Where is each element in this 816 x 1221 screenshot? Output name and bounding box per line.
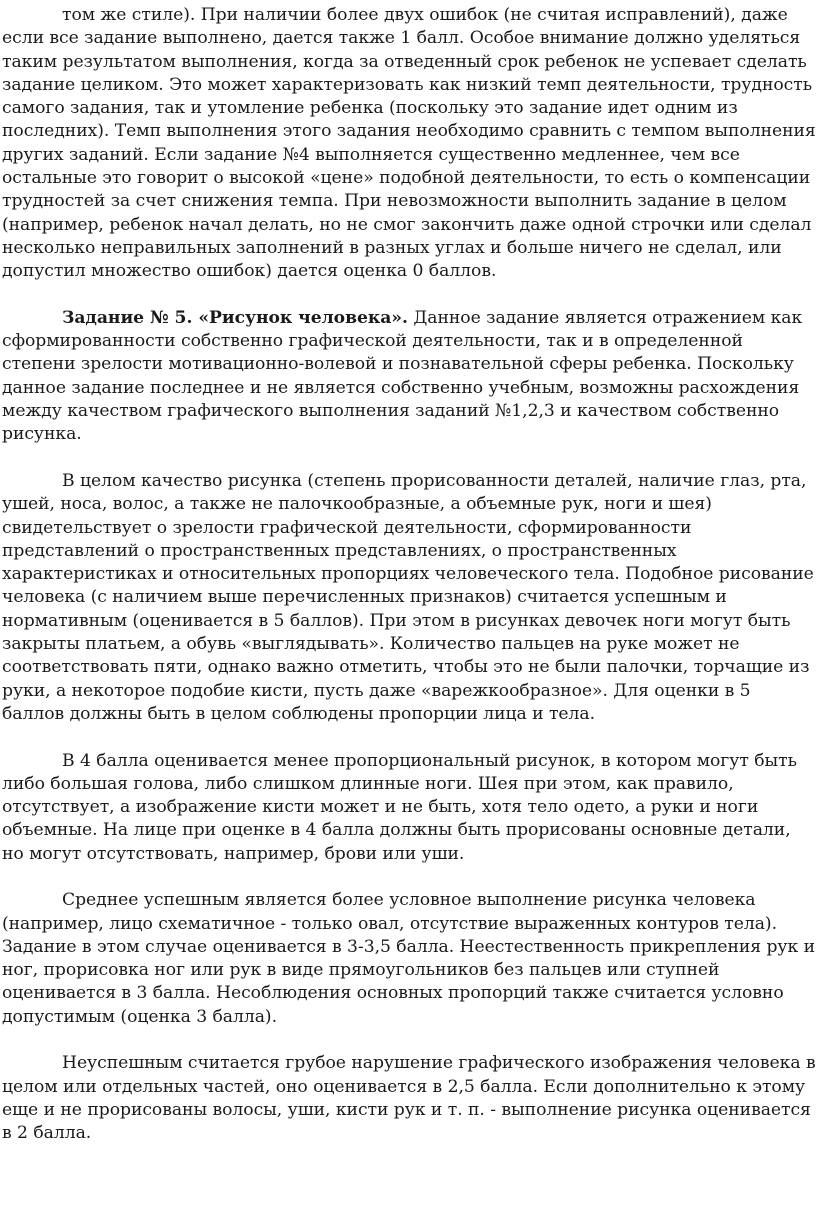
paragraph-text: В целом качество рисунка (степень прорисованности деталей, наличие глаз, рта, ушей, носа, волос, а также не палочкообразные, а объемные рук, ноги и шея) свидетельствует о зрелости графической деятельности, сформированности представлений о пространственных представлениях, о пространственных характеристиках и относительных пропорциях человеческого тела. Подобное рисование человека (с наличием выше перечисленных признаков) считается успешным и нормативным (оценивается в 5 баллов). При этом в рисунках девочек ноги могут быть закрыты платьем, а обувь «выглядывать». Количество пальцев на руке может не соответствовать пяти, однако важно отметить, чтобы это не были палочки, торчащие из руки, а некоторое подобие кисти, пусть даже «варежкообразное». Для оценки в 5 баллов должны быть в целом соблюдены пропорции лица и тела. (2, 470, 814, 724)
paragraph-text: Данное задание является отражением как сформированности собственно графической деятельности, так и в определенной степени зрелости мотивационно-волевой и познавательной сферы ребенка. Поскольку данное задание последнее и не является собственно учебным, возможны расхождения между качеством графического выполнения заданий №1,2,3 и качеством собственно рисунка. (2, 307, 803, 445)
paragraph-score-4 (2, 750, 816, 866)
paragraph-gap (2, 726, 816, 749)
paragraph-text: том же стиле). При наличии более двух ошибок (не считая исправлений), даже если все задание выполнено, дается также 1 балл. Особое внимание должно уделяться таким результатом выполнения, когда за отведенный срок ребенок не успевает сделать задание целиком. Это может характеризовать как низкий темп деятельности, трудность самого задания, так и утомление ребенка (поскольку это задание идет одним из последних). Темп выполнения этого задания необходимо сравнить с темпом выполнения других заданий. Если задание №4 выполняется существенно медленнее, чем все остальные это говорит о высокой «цене» подобной деятельности, то есть о компенсации трудностей за счет снижения темпа. При невозможности выполнить задание в целом (например, ребенок начал делать, но не смог закончить даже одной строчки или сделал несколько неправильных заполнений в разных углах и больше ничего не сделал, или допустил множество ошибок) дается оценка 0 баллов. (2, 5, 816, 282)
paragraph-text: В 4 балла оценивается менее пропорциональный рисунок, в котором могут быть либо большая голова, либо слишком длинные ноги. Шея при этом, как правило, отсутствует, а изображение кисти может и не быть, хотя тело одето, а руки и ноги объемные. На лице при оценке в 4 балла должны быть прорисованы основные детали, но могут отсутствовать, например, брови или уши. (2, 750, 797, 864)
paragraph-gap (2, 1029, 816, 1052)
paragraph-score-5 (2, 470, 816, 726)
paragraph-text: Среднее успешным является более условное выполнение рисунка человека (например, лицо схематичное - только овал, отсутствие выраженных контуров тела). Задание в этом случае оценивается в 3-3,5 балла. Неестественность прикрепления рук и ног, прорисовка ног или рук в виде прямоугольников без пальцев или ступней оценивается в 3 балла. Несоблюдения основных пропорций также считается условно допустимым (оценка 3 балла). (2, 890, 815, 1027)
paragraph-text: Неуспешным считается грубое нарушение графического изображения человека в целом или отдельных частей, оно оценивается в 2,5 балла. Если дополнительно к этому еще и не прорисованы волосы, уши, кисти рук и т. п. - выполнение рисунка оценивается в 2 балла. (2, 1053, 816, 1144)
task5-heading: Задание № 5. «Рисунок человека». (62, 307, 408, 328)
paragraph-gap (2, 866, 816, 889)
paragraph-task5-intro (2, 307, 816, 447)
paragraph-gap (2, 284, 816, 307)
paragraph-gap (2, 447, 816, 470)
paragraph-score-3 (2, 889, 816, 1029)
paragraph-score-2 (2, 1052, 816, 1145)
paragraph-task4-continuation (2, 4, 816, 284)
